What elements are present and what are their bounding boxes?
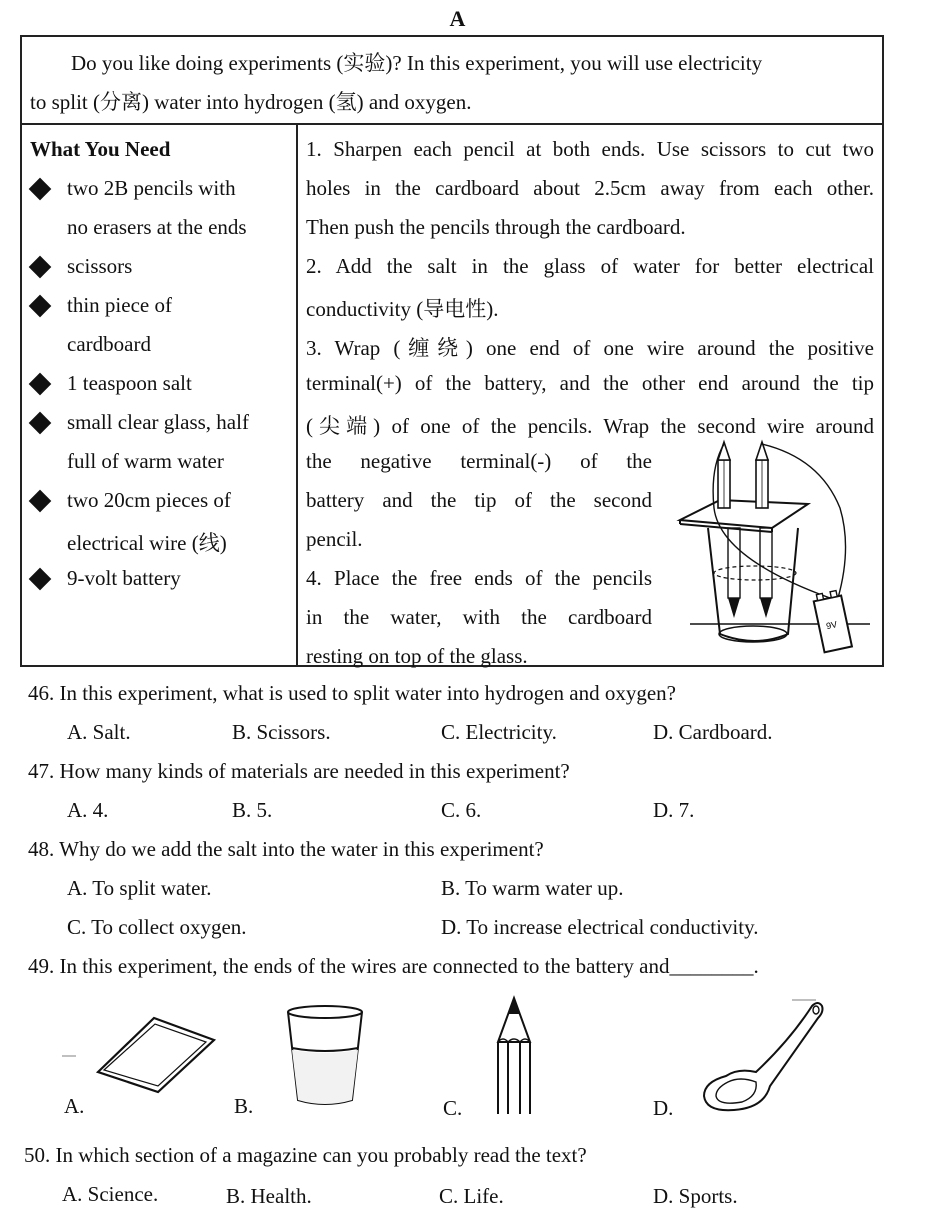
question-option: D. To increase electrical conductivity. xyxy=(441,915,759,939)
need-item: two 20cm pieces of xyxy=(67,488,231,512)
step-line: (尖端) of one of the pencils. Wrap the second wire around xyxy=(306,414,874,438)
question-option: A. 4. xyxy=(67,798,109,822)
question-stem: 48. Why do we add the salt into the water in this experiment? xyxy=(28,837,544,861)
pencil-icon xyxy=(494,996,534,1116)
column-divider xyxy=(296,125,298,667)
step-line: 4. Place the free ends of the pencils xyxy=(306,566,652,590)
step-line: holes in the cardboard about 2.5cm away from each other. xyxy=(306,176,874,200)
step-line: conductivity (导电性). xyxy=(306,297,499,321)
question-option: D. 7. xyxy=(653,798,695,822)
need-item: 9-volt battery xyxy=(67,566,181,590)
intro-line-2: to split (分离) water into hydrogen (氢) and oxygen. xyxy=(30,90,472,114)
question-option: A. Science. xyxy=(62,1182,159,1206)
question-option: D. xyxy=(653,1096,674,1120)
need-item: electrical wire (线) xyxy=(67,531,227,555)
question-stem: 46. In this experiment, what is used to split water into hydrogen and oxygen? xyxy=(28,681,676,705)
question-option: D. Sports. xyxy=(653,1184,738,1208)
need-item: small clear glass, half xyxy=(67,410,249,434)
step-line: Then push the pencils through the cardboard. xyxy=(306,215,686,239)
passage-heading: A xyxy=(449,6,466,31)
step-line: pencil. xyxy=(306,527,363,551)
need-item: two 2B pencils with xyxy=(67,176,236,200)
need-item: no erasers at the ends xyxy=(67,215,247,239)
need-item: cardboard xyxy=(67,332,151,356)
question-option: B. Health. xyxy=(226,1184,312,1208)
question-option: C. To collect oxygen. xyxy=(67,915,247,939)
spoon-icon xyxy=(698,996,830,1114)
pencil-electrolysis-illustration xyxy=(680,438,880,660)
question-option: C. Electricity. xyxy=(441,720,557,744)
question-option: B. To warm water up. xyxy=(441,876,624,900)
question-stem: 49. In this experiment, the ends of the wires are connected to the battery and________. xyxy=(28,954,759,978)
step-line: battery and the tip of the second xyxy=(306,488,652,512)
need-item: scissors xyxy=(67,254,133,278)
cardboard-icon xyxy=(62,1012,222,1092)
question-option: B. xyxy=(234,1094,254,1118)
need-item: 1 teaspoon salt xyxy=(67,371,192,395)
glass-of-water-icon xyxy=(284,1004,366,1106)
need-title: What You Need xyxy=(30,137,171,161)
step-line: 2. Add the salt in the glass of water for better electrical xyxy=(306,254,874,278)
battery-label: 9V xyxy=(825,619,839,632)
question-stem: 50. In which section of a magazine can you probably read the text? xyxy=(24,1143,587,1167)
question-option: C. Life. xyxy=(439,1184,504,1208)
step-line: in the water, with the cardboard xyxy=(306,605,652,629)
step-line: the negative terminal(-) of the xyxy=(306,449,652,473)
question-stem: 47. How many kinds of materials are needed in this experiment? xyxy=(28,759,570,783)
intro-section xyxy=(22,37,882,125)
question-option: D. Cardboard. xyxy=(653,720,773,744)
step-line: terminal(+) of the battery, and the other end around the tip xyxy=(306,371,874,395)
question-option: B. 5. xyxy=(232,798,273,822)
need-item: full of warm water xyxy=(67,449,224,473)
question-option: A. Salt. xyxy=(67,720,131,744)
question-option: A. To split water. xyxy=(67,876,212,900)
step-line: 3. Wrap (缠绕) one end of one wire around the positive xyxy=(306,336,874,360)
question-option: C. 6. xyxy=(441,798,482,822)
step-line: resting on top of the glass. xyxy=(306,644,528,668)
question-option: C. xyxy=(443,1096,463,1120)
need-item: thin piece of xyxy=(67,293,172,317)
intro-line-1: Do you like doing experiments (实验)? In this experiment, you will use electricity xyxy=(71,51,763,75)
question-option: A. xyxy=(64,1094,85,1118)
question-option: B. Scissors. xyxy=(232,720,331,744)
step-line: 1. Sharpen each pencil at both ends. Use scissors to cut two xyxy=(306,137,874,161)
